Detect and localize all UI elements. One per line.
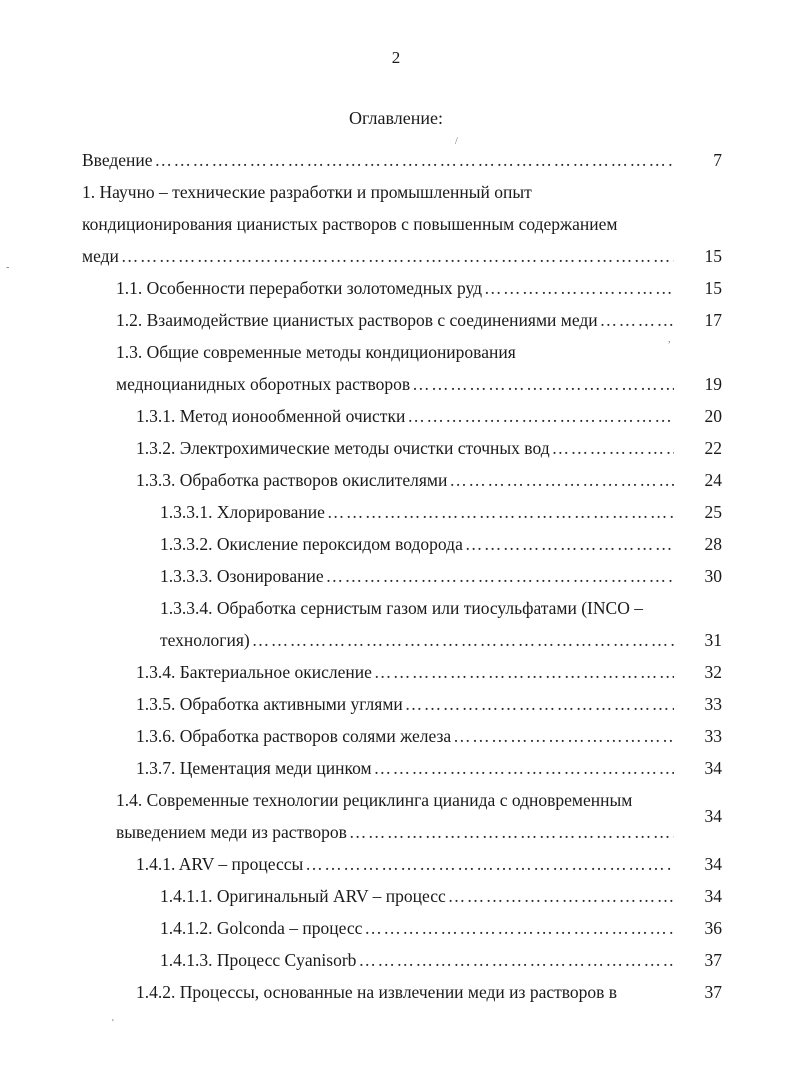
toc-page-number: 34 [704, 854, 722, 874]
scan-mark: , [668, 334, 671, 345]
toc-page-number: 32 [704, 662, 722, 682]
toc-entry[interactable] [82, 432, 722, 464]
toc-entry[interactable] [82, 496, 722, 528]
dot-leader [364, 912, 674, 944]
dot-leader [349, 816, 674, 848]
scan-mark: ' [112, 1018, 114, 1029]
toc-entry-title: Введение [82, 150, 153, 170]
toc-entry-title: 1.4.1.2. Golconda – процесс [160, 918, 363, 938]
toc-entry-title: 1.3.3.4. Обработка сернистым газом или тиосульфатами (INCO – [160, 598, 643, 618]
toc-entry[interactable] [82, 400, 722, 432]
dot-leader [552, 432, 674, 464]
toc-entry-title: медноцианидных оборотных растворов [116, 374, 411, 394]
dot-leader [121, 240, 674, 272]
toc-entry-title: 1. Научно – технические разработки и промышленный опыт [82, 182, 532, 202]
toc-page-number: 36 [704, 918, 722, 938]
dot-leader [449, 464, 674, 496]
toc-entry[interactable] [82, 720, 722, 752]
scan-mark: - [6, 262, 10, 273]
toc-entry-title: 1.4. Современные технологии рециклинга цианида с одновременным [116, 790, 633, 810]
dot-leader [374, 752, 674, 784]
toc-entry[interactable] [82, 272, 722, 304]
toc-page-number: 7 [713, 150, 722, 170]
dot-leader [453, 720, 674, 752]
toc-page-number: 30 [704, 566, 722, 586]
dot-leader [448, 880, 674, 912]
toc-page-number: 37 [704, 982, 722, 1002]
toc-entry-title: 1.3.3.1. Хлорирование [160, 502, 325, 522]
dot-leader [305, 848, 674, 880]
toc-entry[interactable] [82, 752, 722, 784]
toc-entry-title: 1.3.3.2. Окисление пероксидом водорода [160, 534, 463, 554]
dot-leader [327, 496, 674, 528]
dot-leader [484, 272, 674, 304]
toc-entry-title: 1.2. Взаимодействие цианистых растворов с соединениями меди [116, 310, 598, 330]
toc-page-number: 22 [704, 438, 722, 458]
toc-page-number: 15 [704, 246, 722, 266]
dot-leader [600, 304, 674, 336]
toc-page-number: 15 [704, 278, 722, 298]
toc-entry-title: 1.3.2. Электрохимические методы очистки сточных вод [136, 438, 550, 458]
toc-entry-title: кондиционирования цианистых растворов с повышенным содержанием [82, 214, 618, 234]
toc-entry[interactable] [82, 592, 722, 656]
toc-page-number: 34 [704, 886, 722, 906]
toc-entry-title: 1.3. Общие современные методы кондиционирования [116, 342, 516, 362]
toc-entry[interactable] [82, 560, 722, 592]
toc-entry-title: 1.4.2. Процессы, основанные на извлечении меди из растворов в [136, 982, 618, 1002]
toc-page-number: 19 [704, 374, 722, 394]
toc-entry[interactable] [82, 176, 722, 272]
toc-page-number: 31 [704, 630, 722, 650]
toc-entry[interactable] [82, 688, 722, 720]
toc-page-number: 20 [704, 406, 722, 426]
toc-entry[interactable] [82, 144, 722, 176]
toc-page-number: 25 [704, 502, 722, 522]
dot-leader [412, 368, 674, 400]
dot-leader [374, 656, 674, 688]
toc-entry[interactable] [82, 336, 722, 400]
toc-entry-title: 1.3.7. Цементация меди цинком [136, 758, 372, 778]
toc-entry-title: технология) [160, 630, 250, 650]
toc-entry[interactable] [82, 848, 722, 880]
toc-entry[interactable] [82, 304, 722, 336]
toc-entry[interactable] [82, 464, 722, 496]
toc-page-number: 24 [704, 470, 722, 490]
toc-entry-title: 1.4.1.1. Оригинальный ARV – процесс [160, 886, 446, 906]
toc-page-number: 37 [704, 950, 722, 970]
dot-leader [155, 144, 674, 176]
toc-entry[interactable] [82, 976, 722, 1008]
toc-entry[interactable] [82, 784, 722, 848]
dot-leader [405, 688, 674, 720]
toc-entry-title: 1.3.4. Бактериальное окисление [136, 662, 372, 682]
toc-entry-title: 1.1. Особенности переработки золотомедных руд [116, 278, 483, 298]
toc-entry-title: 1.4.1. ARV – процессы [136, 854, 304, 874]
dot-leader [407, 400, 674, 432]
toc-entry[interactable] [82, 528, 722, 560]
toc-page-number: 34 [704, 806, 722, 826]
dot-leader [326, 560, 674, 592]
scan-mark: / [455, 136, 458, 147]
dot-leader [465, 528, 674, 560]
toc-entry-title: 1.3.1. Метод ионообменной очистки [136, 406, 406, 426]
toc-page-number: 33 [704, 726, 722, 746]
table-of-contents [82, 144, 722, 1008]
toc-page-number: 33 [704, 694, 722, 714]
dot-leader [358, 944, 674, 976]
toc-entry[interactable] [82, 656, 722, 688]
toc-page-number: 34 [704, 758, 722, 778]
toc-entry-title: меди [82, 246, 119, 266]
toc-entry-title: 1.3.6. Обработка растворов солями железа [136, 726, 452, 746]
toc-entry[interactable] [82, 912, 722, 944]
toc-entry-title: 1.4.1.3. Процесс Cyanisorb [160, 950, 357, 970]
page-number: 2 [391, 48, 401, 67]
toc-entry[interactable] [82, 880, 722, 912]
toc-entry-title: 1.3.5. Обработка активными углями [136, 694, 403, 714]
toc-title: Оглавление: [349, 108, 443, 128]
dot-leader [252, 624, 674, 656]
toc-entry-title: 1.3.3. Обработка растворов окислителями [136, 470, 448, 490]
toc-page-number: 17 [704, 310, 722, 330]
toc-entry-title: 1.3.3.3. Озонирование [160, 566, 324, 586]
toc-entry-title: выведением меди из растворов [116, 822, 347, 842]
toc-page-number: 28 [704, 534, 722, 554]
toc-entry[interactable] [82, 944, 722, 976]
